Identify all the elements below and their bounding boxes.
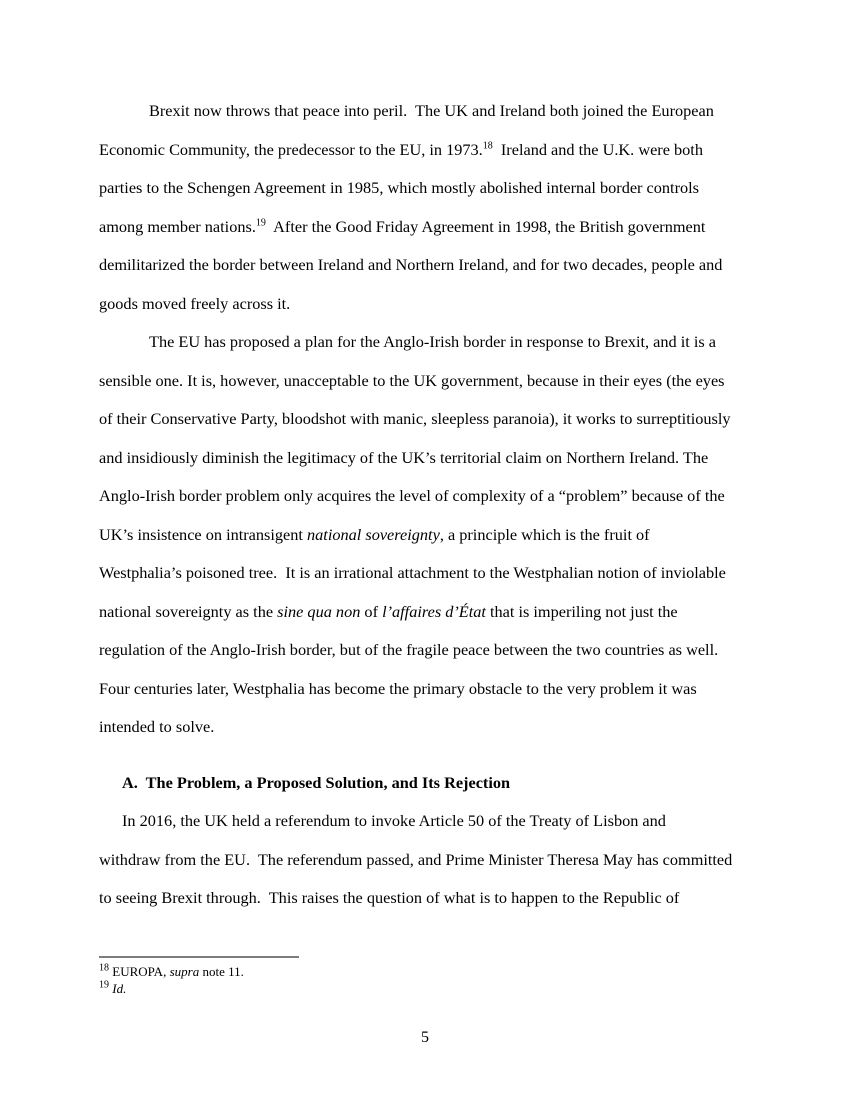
document-body <box>99 92 759 918</box>
text-segment: sensible one. It is, however, unacceptable to the UK government, because in their eyes (the eyes <box>99 370 725 390</box>
superscript: 19 <box>255 217 266 229</box>
paragraph-2-line-5 <box>99 477 759 516</box>
paragraph-2-line-4 <box>99 439 759 478</box>
superscript: 18 <box>482 140 493 152</box>
footnote-lines <box>99 964 759 997</box>
paragraph-2-line-11 <box>99 708 759 747</box>
text-segment: to seeing Brexit through. This raises the question of what is to happen to the Republic of <box>99 888 680 907</box>
italic-text: Id. <box>112 980 127 996</box>
text-segment: EUROPA, <box>109 964 170 979</box>
paragraph-2-line-8 <box>99 593 759 632</box>
paragraph-1-line-5 <box>99 246 759 285</box>
paragraph-1-line-2 <box>99 131 759 170</box>
text-segment: After the Good Friday Agreement in 1998, the British government <box>265 216 706 236</box>
paragraph-1-line-3 <box>99 169 759 208</box>
paragraph-3-line-2 <box>99 841 759 880</box>
text-segment: of their Conservative Party, bloodshot with manic, sleepless paranoia), it works to surreptitiously <box>99 409 731 428</box>
paragraph-2-line-2 <box>99 362 759 401</box>
paragraph-1-line-4 <box>99 208 759 247</box>
paragraph-3-line-3 <box>99 879 759 918</box>
italic-text: sine qua non <box>277 601 361 621</box>
italic-text: l’affaires d’État <box>382 601 486 621</box>
text-segment: In 2016, the UK held a referendum to invoke Article 50 of the Treaty of Lisbon and <box>122 811 666 830</box>
footnote-18 <box>99 964 759 981</box>
text-segment: intended to solve. <box>99 717 215 736</box>
text-segment: , a principle which is the fruit of <box>439 524 650 544</box>
text-segment: of <box>360 601 383 621</box>
text-segment: regulation of the Anglo-Irish border, but of the fragile peace between the two countries as well. <box>99 640 719 659</box>
text-segment: withdraw from the EU. The referendum passed, and Prime Minister Theresa May has committed <box>99 849 733 869</box>
text-segment: among member nations. <box>99 216 256 236</box>
footnote-19 <box>99 981 759 998</box>
italic-text: national sovereignty <box>307 524 440 544</box>
section-heading-a: A. The Problem, a Proposed Solution, and Its Rejection <box>122 772 511 792</box>
paragraph-2-line-3 <box>99 400 759 439</box>
text-segment: and insidiously diminish the legitimacy of the UK’s territorial claim on Northern Ireland. The <box>99 447 709 467</box>
text-segment: Brexit now throws that peace into peril. The UK and Ireland both joined the European <box>149 101 714 120</box>
italic-text: supra <box>169 964 200 979</box>
text-segment: demilitarized the border between Ireland and Northern Ireland, and for two decades, people and <box>99 255 723 274</box>
paragraph-2-line-1 <box>99 323 759 362</box>
text-segment: Ireland and the U.K. were both <box>492 139 703 159</box>
superscript: 18 <box>99 962 109 974</box>
paragraph-1-line-6 <box>99 285 759 324</box>
footnotes-section <box>99 956 759 997</box>
text-segment: Economic Community, the predecessor to the EU, in 1973. <box>99 139 483 159</box>
text-segment: UK’s insistence on intransigent <box>99 524 308 544</box>
paragraph-3-line-1 <box>99 802 759 841</box>
text-segment: The EU has proposed a plan for the Anglo-Irish border in response to Brexit, and it is a <box>149 332 716 351</box>
text-segment: national sovereignty as the <box>99 601 278 621</box>
text-segment: parties to the Schengen Agreement in 1985, which mostly abolished internal border controls <box>99 178 700 197</box>
paragraph-1-line-1 <box>99 92 759 131</box>
text-segment: that is imperiling not just the <box>485 601 678 621</box>
paragraph-2-line-9 <box>99 631 759 670</box>
paragraph-2-line-7 <box>99 554 759 593</box>
superscript: 19 <box>99 979 109 991</box>
text-segment: Four centuries later, Westphalia has become the primary obstacle to the very problem it was <box>99 678 697 698</box>
paragraph-2-line-10 <box>99 670 759 709</box>
paragraph-2-line-6 <box>99 516 759 555</box>
text-segment: goods moved freely across it. <box>99 293 291 313</box>
footnote-separator-rule <box>99 956 299 958</box>
text-segment: note 11. <box>199 964 244 979</box>
page-number: 5 <box>421 1029 429 1046</box>
text-segment: Westphalia’s poisoned tree. It is an irrational attachment to the Westphalian notion of inviolable <box>99 563 726 582</box>
text-segment: Anglo-Irish border problem only acquires the level of complexity of a “problem” because of the <box>99 486 725 505</box>
